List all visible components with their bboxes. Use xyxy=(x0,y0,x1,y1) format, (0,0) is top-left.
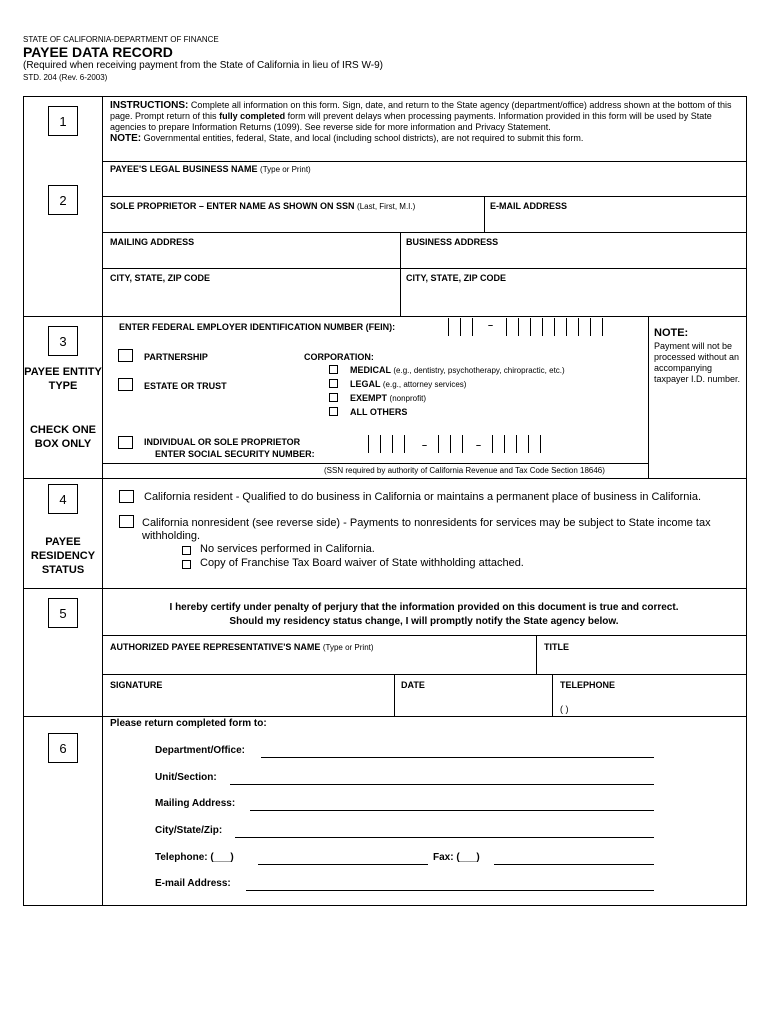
exempt-label: EXEMPT (nonprofit) xyxy=(350,393,426,403)
instructions-label: INSTRUCTIONS: xyxy=(110,100,189,111)
date-label: DATE xyxy=(401,680,425,690)
individual-label: INDIVIDUAL OR SOLE PROPRIETOR xyxy=(144,437,301,447)
ssn-digits-c[interactable] xyxy=(492,435,541,453)
email-label: E-MAIL ADDRESS xyxy=(490,201,568,211)
divider-s5-s6 xyxy=(24,716,746,717)
city-state-zip-label-1: CITY, STATE, ZIP CODE xyxy=(110,273,211,283)
instructions-text-a: Complete all information on this form. Sign, date, and return to the State agency (department/office) address shown at the bottom of this page. Prompt return of this xyxy=(110,100,732,121)
rep-name-input[interactable] xyxy=(110,655,530,669)
certify-line-2: Should my residency status change, I will promptly notify the State agency below. xyxy=(229,616,619,627)
legal-name-label: PAYEE'S LEGAL BUSINESS NAME (Type or Print) xyxy=(110,164,311,174)
rep-name-label: AUTHORIZED PAYEE REPRESENTATIVE'S NAME (Type or Print) xyxy=(110,642,374,652)
title-label: TITLE xyxy=(544,642,569,652)
fein-note-title: NOTE: xyxy=(654,327,689,339)
section-3-number: 3 xyxy=(48,326,78,356)
instructions xyxy=(110,100,740,144)
sole-proprietor-label: SOLE PROPRIETOR – ENTER NAME AS SHOWN ON SSN (Last, First, M.I.) xyxy=(110,201,416,211)
city-line[interactable] xyxy=(235,837,654,838)
ssn-label: ENTER SOCIAL SECURITY NUMBER: xyxy=(155,449,315,459)
section-1-number: 1 xyxy=(48,106,78,136)
instructions-bold: fully completed xyxy=(219,111,286,121)
ftb-waiver-label: Copy of Franchise Tax Board waiver of State withholding attached. xyxy=(200,557,524,569)
divider-s4-s5 xyxy=(24,588,746,589)
no-services-checkbox[interactable] xyxy=(182,546,191,555)
mailing-address-input[interactable] xyxy=(110,250,396,264)
fein-note-text: Payment will not be processed without an accompanying taxpayer I.D. number. xyxy=(654,341,741,384)
form-subtitle: (Required when receiving payment from the State of California in lieu of IRS W-9) xyxy=(23,60,383,71)
nonresident-label: California nonresident (see reverse side) - Payments to nonresidents for services may be subject to State income tax withholding. xyxy=(142,517,711,542)
legal-name-input[interactable] xyxy=(110,177,740,191)
city-label: City/State/Zip: xyxy=(155,825,223,836)
exempt-checkbox[interactable] xyxy=(329,393,338,402)
all-others-checkbox[interactable] xyxy=(329,407,338,416)
city-state-zip-input-1[interactable] xyxy=(110,289,396,303)
section-2-number: 2 xyxy=(48,185,78,215)
email-6-label: E-mail Address: xyxy=(155,878,231,889)
residency-status-label: PAYEE RESIDENCY STATUS xyxy=(30,536,96,576)
partnership-label: PARTNERSHIP xyxy=(144,352,208,362)
payee-form xyxy=(23,96,747,906)
sole-proprietor-input[interactable] xyxy=(110,214,480,228)
fax-label: Fax: (___) xyxy=(433,852,480,863)
nonresident-checkbox[interactable] xyxy=(119,515,134,528)
note-text: Governmental entities, federal, State, and local (including school districts), are not required to submit this form. xyxy=(143,133,584,143)
section-6-number: 6 xyxy=(48,733,78,763)
title-input[interactable] xyxy=(544,655,740,669)
certify-line-1: I hereby certify under penalty of perjury that the information provided on this document is true and correct. xyxy=(169,602,679,613)
check-one-label: CHECK ONE BOX ONLY xyxy=(29,424,96,450)
estate-checkbox[interactable] xyxy=(118,378,133,391)
resident-checkbox[interactable] xyxy=(119,490,134,503)
form-id: STD. 204 (Rev. 6-2003) xyxy=(23,73,108,82)
fein-digits-a[interactable] xyxy=(448,318,473,336)
telephone-6-line[interactable] xyxy=(258,864,428,865)
telephone-paren: ( ) xyxy=(560,704,569,714)
mailing-label: Mailing Address: xyxy=(155,798,236,809)
ftb-waiver-checkbox[interactable] xyxy=(182,560,191,569)
ssn-dash-1: – xyxy=(422,440,428,450)
section-4-number: 4 xyxy=(48,484,78,514)
ssn-digits-b[interactable] xyxy=(438,435,463,453)
dept-line[interactable] xyxy=(261,757,654,758)
divider-s2-s3 xyxy=(24,316,746,317)
telephone-label: TELEPHONE xyxy=(560,680,616,690)
no-services-label: No services performed in California. xyxy=(200,543,375,555)
agency-header: STATE OF CALIFORNIA-DEPARTMENT OF FINANCE xyxy=(23,35,219,44)
section-5-number: 5 xyxy=(48,598,78,628)
signature-label: SIGNATURE xyxy=(110,680,163,690)
legal-label: LEGAL (e.g., attorney services) xyxy=(350,379,467,389)
fax-line[interactable] xyxy=(494,864,654,865)
business-address-label: BUSINESS ADDRESS xyxy=(406,237,499,247)
city-state-zip-input-2[interactable] xyxy=(406,289,740,303)
fein-label: ENTER FEDERAL EMPLOYER IDENTIFICATION NUMBER (FEIN): xyxy=(119,322,396,332)
email-6-line[interactable] xyxy=(246,890,654,891)
ssn-note: (SSN required by authority of California Revenue and Tax Code Section 18646) xyxy=(324,466,605,475)
email-input[interactable] xyxy=(490,214,740,228)
mailing-line[interactable] xyxy=(250,810,654,811)
unit-label: Unit/Section: xyxy=(155,772,217,783)
all-others-label: ALL OTHERS xyxy=(350,407,408,417)
form-title: PAYEE DATA RECORD xyxy=(23,44,173,60)
medical-checkbox[interactable] xyxy=(329,365,338,374)
corporation-label: CORPORATION: xyxy=(304,352,374,362)
city-state-zip-label-2: CITY, STATE, ZIP CODE xyxy=(406,273,507,283)
medical-label: MEDICAL (e.g., dentistry, psychotherapy, chiropractic, etc.) xyxy=(350,365,565,375)
return-label: Please return completed form to: xyxy=(110,718,267,729)
instructions-text-b: form will prevent delays when processing payments. Information provided in this form will be used by State agencies to prepare Information Returns (1099). See reverse side for more information and Privacy Statement. xyxy=(110,111,712,132)
resident-label: California resident - Qualified to do business in California or maintains a permanent place of business in California. xyxy=(144,491,702,503)
note-label: NOTE: xyxy=(110,133,142,144)
divider-s3-s4 xyxy=(24,478,746,479)
entity-type-label: PAYEE ENTITY TYPE xyxy=(24,366,102,392)
estate-label: ESTATE OR TRUST xyxy=(144,381,227,391)
unit-line[interactable] xyxy=(230,784,654,785)
fein-dash: – xyxy=(488,320,494,330)
individual-checkbox[interactable] xyxy=(118,436,133,449)
dept-label: Department/Office: xyxy=(155,745,246,756)
ssn-dash-2: – xyxy=(476,440,482,450)
telephone-6-label: Telephone: (___) xyxy=(155,852,234,863)
legal-checkbox[interactable] xyxy=(329,379,338,388)
divider-s1-s2 xyxy=(102,161,746,162)
mailing-address-label: MAILING ADDRESS xyxy=(110,237,195,247)
business-address-input[interactable] xyxy=(406,250,740,264)
partnership-checkbox[interactable] xyxy=(118,349,133,362)
fein-digits-b[interactable] xyxy=(506,318,603,336)
ssn-digits-a[interactable] xyxy=(368,435,405,453)
